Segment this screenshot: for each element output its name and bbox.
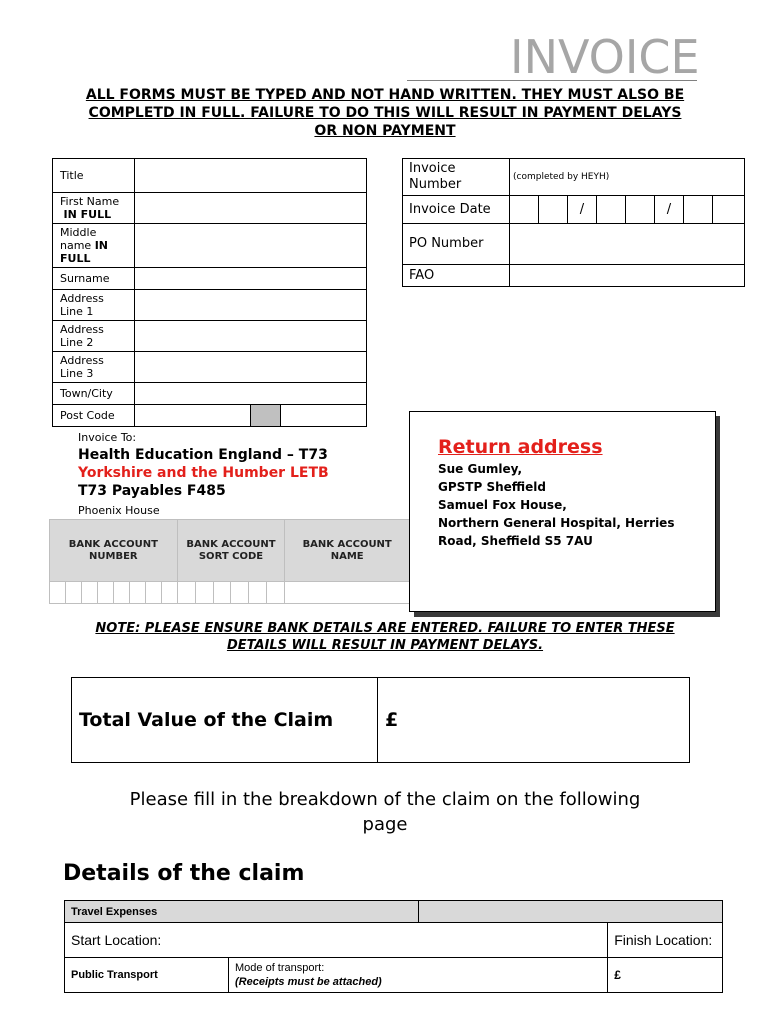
surname-label: Surname	[53, 268, 135, 290]
middle-name-label: Middle name IN FULL	[53, 224, 135, 268]
bank-details-table	[49, 519, 410, 604]
post-code-field-part2[interactable]	[281, 405, 367, 427]
invoice-number-label: Invoice Number	[403, 159, 510, 196]
post-code-field-part1[interactable]	[135, 405, 251, 427]
warning-line: COMPLETD IN FULL. FAILURE TO DO THIS WILL RESULT IN PAYMENT DELAYS	[88, 105, 682, 121]
date-year-1[interactable]	[684, 196, 713, 224]
fao-label: FAO	[403, 265, 510, 287]
post-code-label: Post Code	[53, 405, 135, 427]
title-label: Title	[53, 159, 135, 193]
address-line-3-label: Address Line 3	[53, 352, 135, 383]
account-number-digit[interactable]	[81, 582, 97, 604]
page-title: INVOICE	[510, 30, 700, 84]
account-number-digit[interactable]	[97, 582, 113, 604]
title-rule	[407, 80, 697, 81]
invoice-date-label: Invoice Date	[403, 196, 510, 224]
receipts-note: (Receipts must be attached)	[235, 976, 382, 988]
finish-location-label: Finish Location:	[614, 932, 713, 948]
breakdown-instruction	[60, 787, 710, 837]
invoice-to-line: T73 Payables F485	[78, 483, 226, 499]
bank-account-number-header: BANK ACCOUNT NUMBER	[50, 520, 178, 582]
travel-expenses-header: Travel Expenses	[65, 901, 419, 923]
travel-header-blank	[418, 901, 722, 923]
date-separator: /	[568, 196, 597, 224]
form-warning	[40, 86, 730, 140]
account-number-digit[interactable]	[113, 582, 129, 604]
sort-code-digit[interactable]	[231, 582, 249, 604]
address-line-2-label: Address Line 2	[53, 321, 135, 352]
return-address-line: Sue Gumley,	[438, 462, 523, 476]
address-line-2-field[interactable]	[135, 321, 367, 352]
date-year-2[interactable]	[713, 196, 745, 224]
post-code-separator	[251, 405, 281, 427]
invoice-to-line: Yorkshire and the Humber LETB	[78, 465, 329, 481]
middle-name-field[interactable]	[135, 224, 367, 268]
invoice-meta-form	[402, 158, 745, 287]
return-address-title: Return address	[438, 436, 603, 458]
claimant-details-form	[52, 158, 367, 427]
sort-code-digit[interactable]	[213, 582, 231, 604]
invoice-to-label: Invoice To:	[78, 431, 137, 444]
return-address-line: Road, Sheffield S5 7AU	[438, 534, 593, 548]
return-address-line: Samuel Fox House,	[438, 498, 567, 512]
po-number-label: PO Number	[403, 224, 510, 265]
warning-line: OR NON PAYMENT	[314, 123, 456, 139]
currency-symbol: £	[385, 709, 399, 731]
account-number-digit[interactable]	[145, 582, 161, 604]
account-number-digit[interactable]	[50, 582, 66, 604]
date-separator: /	[655, 196, 684, 224]
instruction-line: page	[362, 814, 408, 835]
note-line: DETAILS WILL RESULT IN PAYMENT DELAYS.	[226, 638, 544, 653]
account-name-field[interactable]	[285, 582, 410, 604]
sort-code-digit[interactable]	[177, 582, 195, 604]
start-location-label: Start Location:	[71, 932, 162, 948]
instruction-line: Please fill in the breakdown of the claim on the following	[129, 789, 641, 810]
currency-symbol: £	[614, 968, 621, 982]
invoice-number-note: (completed by HEYH)	[510, 159, 745, 196]
date-day-1[interactable]	[510, 196, 539, 224]
town-city-label: Town/City	[53, 383, 135, 405]
bank-details-note	[40, 620, 730, 654]
travel-expenses-table	[64, 900, 723, 993]
account-number-digit[interactable]	[129, 582, 145, 604]
warning-line: ALL FORMS MUST BE TYPED AND NOT HAND WRITTEN. THEY MUST ALSO BE	[85, 87, 685, 103]
public-transport-amount[interactable]	[608, 958, 723, 993]
sort-code-digit[interactable]	[195, 582, 213, 604]
fao-field[interactable]	[510, 265, 745, 287]
mode-of-transport-field[interactable]	[229, 958, 608, 993]
account-number-digit[interactable]	[161, 582, 177, 604]
po-number-field[interactable]	[510, 224, 745, 265]
start-location-field[interactable]	[65, 923, 608, 958]
address-line-3-field[interactable]	[135, 352, 367, 383]
finish-location-field[interactable]	[608, 923, 723, 958]
title-field[interactable]	[135, 159, 367, 193]
first-name-field[interactable]	[135, 193, 367, 224]
account-number-digit[interactable]	[65, 582, 81, 604]
note-line: NOTE: PLEASE ENSURE BANK DETAILS ARE ENTERED. FAILURE TO ENTER THESE	[95, 621, 675, 636]
bank-sort-code-header: BANK ACCOUNT SORT CODE	[177, 520, 285, 582]
return-address-box	[409, 411, 716, 612]
first-name-label: First Name IN FULL	[53, 193, 135, 224]
address-line-1-label: Address Line 1	[53, 290, 135, 321]
return-address-line: Northern General Hospital, Herries	[438, 516, 675, 530]
address-line-1-field[interactable]	[135, 290, 367, 321]
public-transport-label: Public Transport	[65, 958, 229, 993]
invoice-to-line: Phoenix House	[78, 504, 160, 517]
mode-of-transport-label: Mode of transport:	[235, 962, 325, 974]
invoice-to-line: Health Education England – T73	[78, 447, 328, 463]
sort-code-digit[interactable]	[267, 582, 285, 604]
bank-account-name-header: BANK ACCOUNT NAME	[285, 520, 410, 582]
sort-code-digit[interactable]	[249, 582, 267, 604]
date-day-2[interactable]	[539, 196, 568, 224]
total-claim-table	[71, 677, 690, 763]
date-month-1[interactable]	[597, 196, 626, 224]
total-claim-field[interactable]	[378, 678, 690, 763]
town-city-field[interactable]	[135, 383, 367, 405]
surname-field[interactable]	[135, 268, 367, 290]
details-heading: Details of the claim	[63, 861, 305, 886]
total-claim-label: Total Value of the Claim	[72, 678, 378, 763]
date-month-2[interactable]	[626, 196, 655, 224]
return-address-line: GPSTP Sheffield	[438, 480, 546, 494]
